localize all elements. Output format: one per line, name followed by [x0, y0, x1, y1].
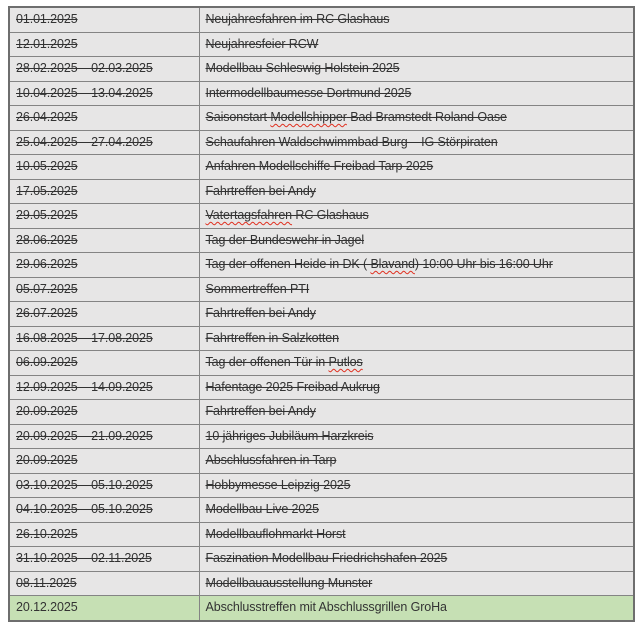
event-title-cell: Fahrtreffen bei Andy — [199, 302, 634, 327]
event-row — [9, 400, 634, 425]
event-date-cell: 06.09.2025 — [9, 351, 199, 376]
event-title-cell: Modellbauflohmarkt Horst — [199, 522, 634, 547]
event-row — [9, 522, 634, 547]
event-title-cell: Tag der Bundeswehr in Jagel — [199, 228, 634, 253]
event-row — [9, 253, 634, 278]
event-row — [9, 571, 634, 596]
event-title-cell: Modellbau Schleswig Holstein 2025 — [199, 57, 634, 82]
event-row — [9, 228, 634, 253]
event-row — [9, 57, 634, 82]
event-row — [9, 424, 634, 449]
event-row — [9, 351, 634, 376]
event-date-cell: 20.09.2025 — [9, 400, 199, 425]
event-row-highlighted — [9, 596, 634, 621]
event-title-cell: Schaufahren Waldschwimmbad Burg – IG Störpiraten — [199, 130, 634, 155]
event-row — [9, 179, 634, 204]
spellcheck-wavy-underline: Vatertagsfahren — [205, 208, 293, 222]
event-date-cell: 01.01.2025 — [9, 7, 199, 32]
event-title-cell: Intermodellbaumesse Dortmund 2025 — [199, 81, 634, 106]
event-row — [9, 449, 634, 474]
event-date-cell: 05.07.2025 — [9, 277, 199, 302]
event-date-cell: 25.04.2025 – 27.04.2025 — [9, 130, 199, 155]
event-title-cell: Sommertreffen PTI — [199, 277, 634, 302]
event-date-cell: 20.12.2025 — [9, 596, 199, 621]
event-title-cell: Hobbymesse Leipzig 2025 — [199, 473, 634, 498]
event-row — [9, 277, 634, 302]
event-row — [9, 130, 634, 155]
event-date-cell: 29.06.2025 — [9, 253, 199, 278]
event-title-cell: Hafentage 2025 Freibad Aukrug — [199, 375, 634, 400]
event-date-cell: 16.08.2025 – 17.08.2025 — [9, 326, 199, 351]
event-title-cell: Saisonstart Modellshipper Bad Bramstedt Roland Oase — [199, 106, 634, 131]
event-title-cell: Abschlusstreffen mit Abschlussgrillen GroHa — [199, 596, 634, 621]
event-title-cell: Modellbauausstellung Munster — [199, 571, 634, 596]
event-date-cell: 28.06.2025 — [9, 228, 199, 253]
event-date-cell: 10.04.2025 – 13.04.2025 — [9, 81, 199, 106]
event-title-cell: Fahrtreffen bei Andy — [199, 179, 634, 204]
event-row — [9, 473, 634, 498]
event-row — [9, 204, 634, 229]
event-date-cell: 08.11.2025 — [9, 571, 199, 596]
event-date-cell: 20.09.2025 — [9, 449, 199, 474]
event-date-cell: 12.09.2025 – 14.09.2025 — [9, 375, 199, 400]
event-date-cell: 26.04.2025 — [9, 106, 199, 131]
event-title-cell: Faszination Modellbau Friedrichshafen 2025 — [199, 547, 634, 572]
event-row — [9, 7, 634, 32]
event-date-cell: 26.10.2025 — [9, 522, 199, 547]
event-row — [9, 326, 634, 351]
event-date-cell: 17.05.2025 — [9, 179, 199, 204]
event-date-cell: 10.05.2025 — [9, 155, 199, 180]
event-title-cell: Vatertagsfahren RC Glashaus — [199, 204, 634, 229]
event-row — [9, 81, 634, 106]
event-title-cell: Neujahresfahren im RC Glashaus — [199, 7, 634, 32]
spellcheck-wavy-underline: Blavand — [370, 257, 415, 271]
event-title-cell: Fahrtreffen bei Andy — [199, 400, 634, 425]
events-table — [8, 6, 635, 622]
spellcheck-wavy-underline: Putlos — [328, 355, 363, 369]
event-date-cell: 29.05.2025 — [9, 204, 199, 229]
event-row — [9, 498, 634, 523]
event-title-cell: Fahrtreffen in Salzkotten — [199, 326, 634, 351]
event-date-cell: 12.01.2025 — [9, 32, 199, 57]
event-title-cell: Anfahren Modellschiffe Freibad Tarp 2025 — [199, 155, 634, 180]
event-row — [9, 32, 634, 57]
event-date-cell: 31.10.2025 – 02.11.2025 — [9, 547, 199, 572]
event-row — [9, 547, 634, 572]
event-date-cell: 03.10.2025 – 05.10.2025 — [9, 473, 199, 498]
event-date-cell: 26.07.2025 — [9, 302, 199, 327]
event-row — [9, 375, 634, 400]
event-date-cell: 20.09.2025 – 21.09.2025 — [9, 424, 199, 449]
event-title-cell: Tag der offenen Tür in Putlos — [199, 351, 634, 376]
event-row — [9, 302, 634, 327]
event-title-cell: Tag der offenen Heide in DK ( Blavand) 10:00 Uhr bis 16:00 Uhr — [199, 253, 634, 278]
spellcheck-wavy-underline: Modellshipper — [270, 110, 347, 124]
event-date-cell: 28.02.2025 – 02.03.2025 — [9, 57, 199, 82]
event-title-cell: Neujahresfeier RCW — [199, 32, 634, 57]
event-title-cell: 10 jähriges Jubiläum Harzkreis — [199, 424, 634, 449]
event-date-cell: 04.10.2025 – 05.10.2025 — [9, 498, 199, 523]
event-row — [9, 106, 634, 131]
event-row — [9, 155, 634, 180]
event-title-cell: Modellbau Live 2025 — [199, 498, 634, 523]
event-title-cell: Abschlussfahren in Tarp — [199, 449, 634, 474]
events-table-body — [9, 7, 634, 621]
